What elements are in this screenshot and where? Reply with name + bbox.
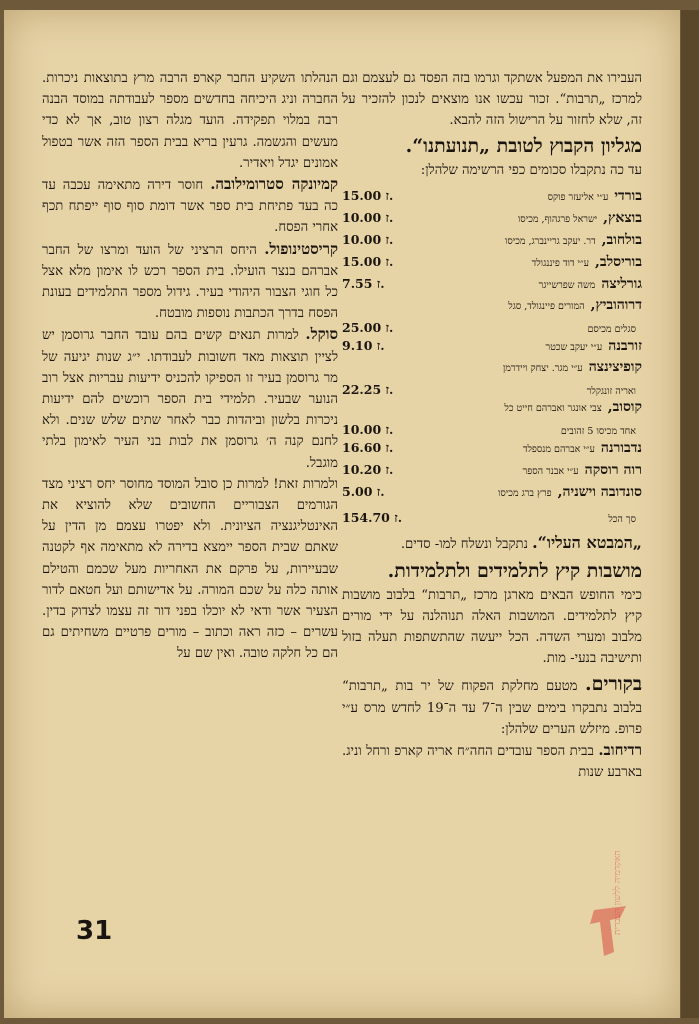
fund-heading: מגליון הקבוץ לטובת „תנועתנו“. [405,134,642,157]
donation-city: סונדובה וישניה, [557,483,642,500]
box-heading: „המבטא העליו“. [532,532,642,552]
donation-amount: 10.20 ז. [342,461,394,477]
left-column [42,68,338,665]
sokal-text: למרות תנאים קשים בהם עובד החבר גרוסמן יש לציין תוצאות מאד חשובות לעבודתו. י״ג שנות יגיעה של מר גרוסמן בעיר זו הספיקו להכניס ידיעות עבריות אצל רוב הנוער שבעיר. תלמידי בית הספר רוכשים להם ידיעות ניכרות בלשון וביהדות כבר לאחר שתים שלש שנים. ולא לחנם קנה ה׳ גרוסמן את לבות בני העיר לאימון בלתי מוגבל. [42,328,338,471]
total-row [342,507,642,529]
donation-by: משה שפרשייגר [538,279,596,291]
donation-row [342,185,642,207]
donation-row [342,379,642,397]
donation-row [342,273,642,295]
donation-amount: 7.55 ז. [342,275,385,291]
sokal-paragraph [42,324,338,473]
box-text: נתקבל ונשלח למו- סדים. [400,536,528,552]
book-page [4,10,680,1018]
left-paragraph-1: הנהלתו השקיע החבר קארפ הרבה מרץ בתוצאות ניכרות. החברה וניג היכיחה בחדשים מספר לעבודתה במוסד הבנה רבה במלוי תפקידה. הועד מגלה רצון טוב, אך לא כדי מעשים והגשמה. גרעין בריא בבית הספר הזה אשר בטפול אמונים יגדל ויאדיר. [42,71,338,171]
donation-row [342,229,642,251]
visits-text: מטעם מחלקת הפקוח של יר בות „תרבות“ בלבוב נתבקרו בימים שבין ה־7 עד ה־19 לחדש מרס ע״י פרופ. מיזלש הערים שלהלן: [342,678,643,737]
donation-city: קוסוב, [607,398,642,415]
donation-amount: 16.60 ז. [342,439,394,455]
donation-by: ע״י יעקב שכטר [545,341,603,353]
donation-by: ישראל פרגהוף, מכיסו [517,213,598,225]
donation-city: רוה רוסקה [584,461,642,478]
donation-city: נדבורנה [600,439,642,456]
donation-city: בורדי [614,187,642,204]
donation-amount: 22.25 ז. [342,381,394,397]
donation-amount: 10.00 ז. [342,209,394,225]
krystynopol-heading: קריסטינופול. [264,239,338,258]
donation-by: פרץ ברג מכיסו [497,487,552,499]
box-paragraph [342,529,642,557]
donation-row [342,207,642,229]
camps-text: כימי החופש הבאים מארגן מרכז „תרבות“ בלבוב מושבות קיץ לתלמידים. המושבות האלה תנוהלנה על ידי מורים מלבוב ומערי השדה. הכל ייעשה שהתשתפות תעלה בזול ותישיבה בנעי- מות. [342,587,642,667]
visits-paragraph [342,670,642,740]
kamionka-paragraph [42,174,338,239]
sokal-heading: סוקל. [305,325,338,344]
krystynopol-text: היחס הרציני של הועד ומרצו של החבר אברהם בנצר הועילו. בית הספר רכש לו אימון מלא אצל כל חוגי הצבור היהודי בעיר. גידול מספר התלמידים בעונת הפסח בדרך הכתבות נוספות מובטח. [42,242,338,322]
donation-by: ע״י אבנר הספר [522,465,579,477]
donation-by: סגלים מכיסם [587,323,636,335]
donation-row [342,357,642,379]
donation-amount: 15.00 ז. [342,253,394,269]
visits-heading: בקורים. [585,672,642,695]
donation-city: בוצאץ, [603,209,642,226]
donation-city: גורליצה [601,275,642,292]
donation-by: ואריה זונגקלר [586,385,636,397]
donation-amount: 5.00 ז. [342,483,385,499]
right-column [342,68,642,783]
donation-amount: 25.00 ז. [342,319,394,335]
donation-row [342,317,642,335]
donation-by: ע״י אברהם מנספלד [522,443,595,455]
book-spine [681,10,699,1018]
intro-paragraph: העבירו את המפעל אשתקד וגרמו בזה הפסד גם לעצמם וגם למרכז „תרבות“. זכור עכשו אנו מוצאים לנכון להזכיר על זה, שלא לחזור על הרישול הזה להבא. [342,71,642,129]
donation-city: בוריסלב, [594,253,642,270]
total-amount: 154.70 ז. [342,509,403,525]
donation-by: צבי אונגר ואברהם חייט כל [504,402,602,414]
donation-amount: 10.00 ז. [342,231,394,247]
donation-row [342,295,642,317]
donation-row [342,397,642,419]
donation-city: דרוהוביץ, [590,296,642,313]
donation-by: ע״י אליעזר פוקס [547,191,609,203]
donation-row [342,335,642,357]
donation-by: אחד מכיסו 5 זהובים [560,425,636,437]
donation-by: דר. יעקב גריינברג, מכיסו [504,235,596,247]
donation-city: בולחוב, [601,231,642,248]
donation-row [342,251,642,273]
academy-logo-icon [580,900,642,962]
dikhov-paragraph [342,740,642,783]
krystynopol-paragraph [42,239,338,325]
donation-amount: 9.10 ז. [342,337,385,353]
donation-by: המורים פיינגולד, סגל [508,300,585,312]
left-paragraph-5: ולמרות זאת! למרות כן סובל המוסד מחוסר יחס רציני מצד הגורמים הצבוריים החשובים שלא להוציא את האינטליגנציה הציונית. ולא יפטרו עצמם מן הדין על שאתם שבית הספר יימצא בדירה לא מתאימה אף לקטנה שבעיירות, על פרקם את האחריות מעל שכמם והטילם אותה כלה על שכם המורה. על אדישותם ועל חטאם לדור הצעיר אשר ודאי לא יוכלו בפני דור זה עצמו לצדוק בדין. עשרים – כזה ראה וכתוב – מורים פרטיים משחיתים גם הם כל חלקה טובה. ואין שם על [42,476,338,662]
camps-heading: מושבות קיץ לתלמידים ולתלמידות. [387,559,642,582]
dikhov-text: בבית הספר עובדים החה״ח אריה קארפ ורחל וניג. בארבע שנות [342,744,642,781]
watermark-text: האקדמיה ללשון העברית [613,850,623,935]
page-number: 31 [76,916,113,946]
donation-amount: 10.00 ז. [342,421,394,437]
donation-list [342,185,642,503]
donation-city: זורבנה [608,337,642,354]
donation-by: ע״י מגר. יצחק ויידרמן [502,362,583,374]
donation-by: ע״י דוד פיננגולד [531,257,589,269]
donation-row [342,459,642,481]
donation-row [342,481,642,503]
dikhov-label: רדיחוב. [598,741,642,760]
donation-amount: 15.00 ז. [342,187,394,203]
total-label: סך הכל [608,513,636,525]
kamionka-text: חוסר דירה מתאימה עכבה עד כה בעד פתיחת בית ספר אשר דומת סוף סוף ייפתח תכף אחרי הפסח. [42,178,338,236]
fund-intro: עד כה נתקבלו סכומים כפי הרשימה שלהלן: [420,162,642,178]
donation-city: קופיצינצה [588,358,642,375]
kamionka-heading: קמיונקה סטרומילובה. [210,175,338,194]
donation-row [342,419,642,437]
